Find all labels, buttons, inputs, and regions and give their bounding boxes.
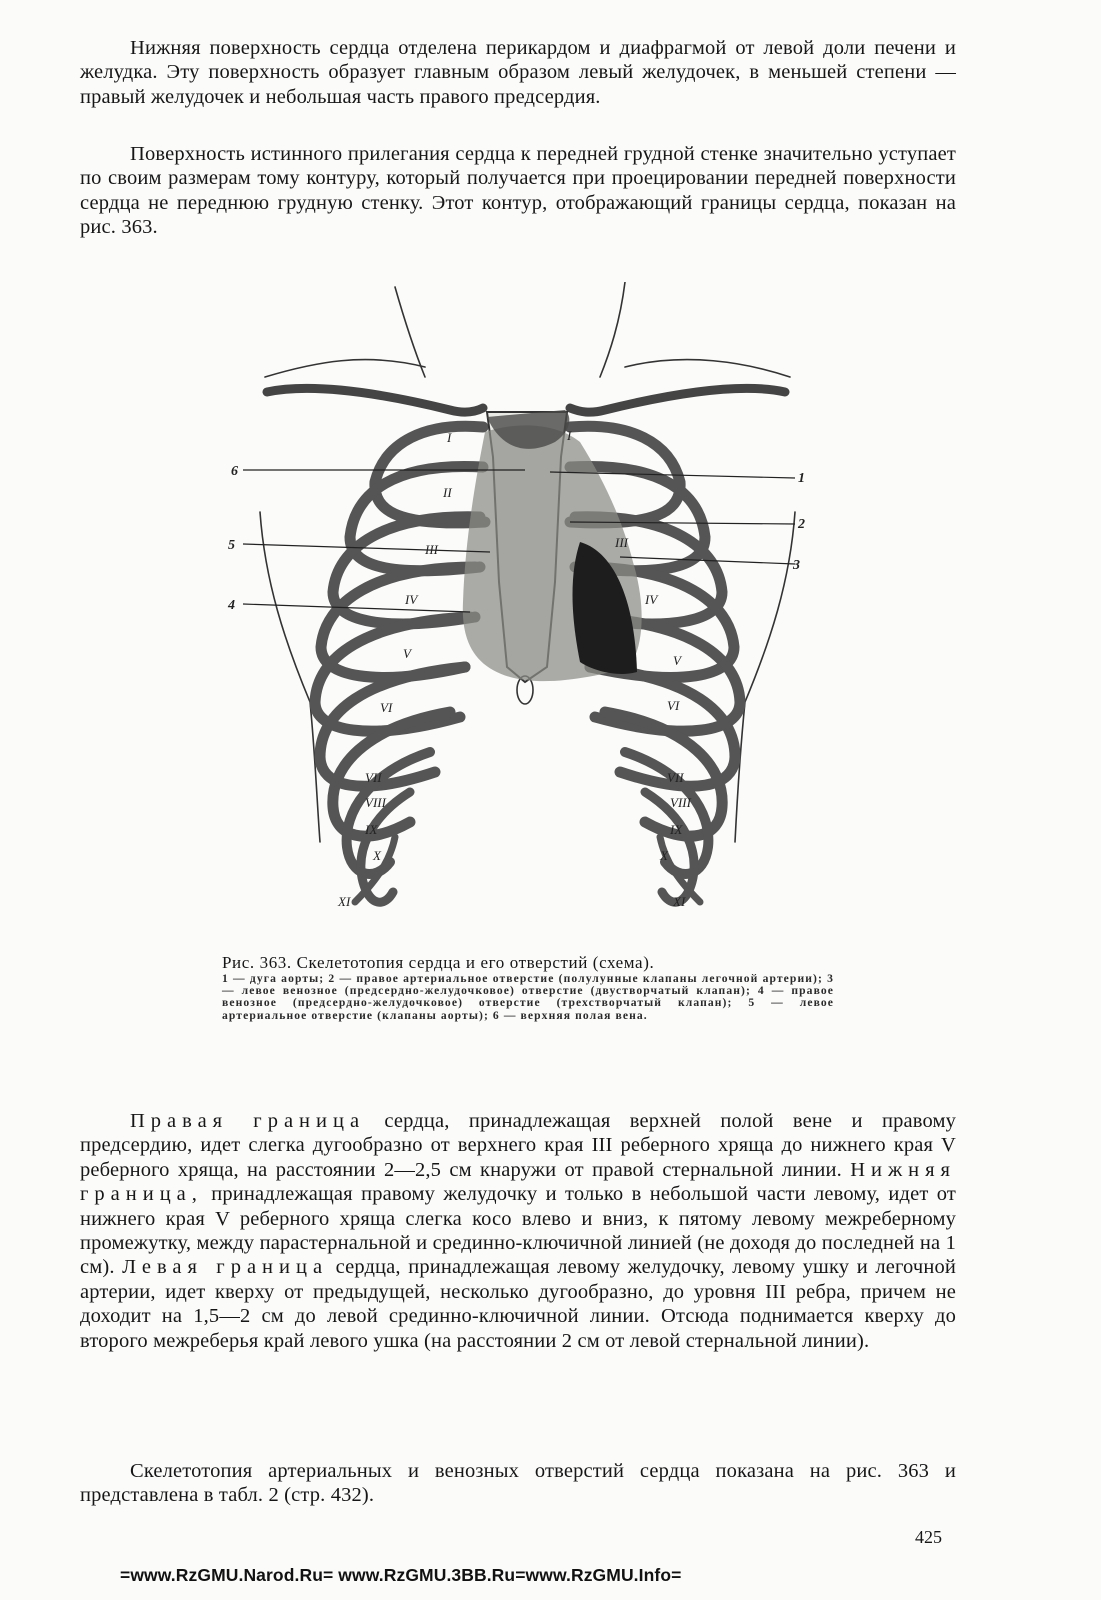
figure-heart-skeletotopy <box>225 282 830 937</box>
neck-outline-right <box>600 282 625 377</box>
term-right-border: Правая граница <box>130 1110 366 1132</box>
paragraph-heart-contour <box>80 142 956 240</box>
figure-label-1: 1 <box>798 471 805 486</box>
rib-numeral: III <box>615 535 628 550</box>
rib-numeral: IX <box>670 822 683 837</box>
rib-numeral: VIII <box>670 795 691 810</box>
rib-numeral: I <box>447 430 452 445</box>
rib-numeral: V <box>403 646 411 661</box>
rib-numeral: I <box>567 428 572 443</box>
rib-numeral: VII <box>365 770 382 785</box>
clavicle-right <box>570 388 785 412</box>
rib-numeral: V <box>673 653 681 668</box>
paragraph-text: Поверхность истинного прилегания сердца к передней грудной стенке значительно уступает по своим размерам тому контуру, который получается при проецировании передней поверхности сердца не переднюю грудную стенку. Этот контур, отображающий границы сердца, показан на рис. 363. <box>80 143 956 239</box>
paragraph-text: сердца, принадлежащая верхней полой вене и правому предсердию, идет слегка дугообразно от верхнего края III реберного хряща до нижнего края V реберного хряща, на расстоянии 2—2,5 см кнаружи от правой стернальной линии. <box>80 1110 956 1181</box>
rib-numeral: II <box>443 485 452 500</box>
body-outline-left <box>260 512 320 842</box>
rib-numeral: VI <box>667 698 680 713</box>
paragraph-text: принадлежащая правому желудочку и только в небольшой части левому, идет от нижнего края V реберного хряща слегка косо влево и вниз, к пятому левому межреберному промежутку, между парастернальной и срединно-ключичной линией (не доходя до последней на 1 см). <box>80 1183 956 1279</box>
paragraph-valve-skeletotopy <box>80 1459 956 1508</box>
trapezius-right <box>625 360 790 377</box>
rib-numeral: IV <box>645 592 658 607</box>
rib-numeral: X <box>373 848 381 863</box>
rib-numeral: XI <box>673 894 686 909</box>
caption-legend: 1 — дуга аорты; 2 — правое артериальное отверстие (полулунные клапаны легочной артерии); 3 — левое венозное (предсердно-желудочковое) отверстие (двустворчатый клапан); 4 — правое венозное (предсердно-желудочковое) отверстие (трехстворчатый клапан); 5 — левое артериальное отверстие (клапаны аорты); 6 — верхняя полая вена. <box>222 972 834 1022</box>
figure-caption <box>222 953 834 1022</box>
clavicle-left <box>267 388 483 412</box>
page-number: 425 <box>915 1527 942 1547</box>
term-lower-border: Нижняя граница, <box>80 1158 956 1206</box>
term-left-border: Левая граница <box>122 1256 329 1279</box>
caption-title: Рис. 363. Скелетотопия сердца и его отверстий (схема). <box>222 953 655 972</box>
paragraph-text: Нижняя поверхность сердца отделена перикардом и диафрагмой от левой доли печени и желудка. Эту поверхность образует главным образом левый желудочек, в меньшей степени — правый желудочек и небольшая часть правого предсердия. <box>80 37 956 108</box>
paragraph-text: сердца, принадлежащая левому желудочку, левому ушку и легочной артерии, идет кверху от предыдущей, несколько дугообразно, до уровня III ребра, причем не доходит на 1,5—2 см до левой срединно-ключичной линии. Отсюда поднимается кверху до второго межреберья край левого ушка (на расстоянии 2 см от левой стернальной линии). <box>80 1256 956 1352</box>
rib-numeral: XI <box>338 894 351 909</box>
figure-label-6: 6 <box>231 464 238 479</box>
rib-numeral: IX <box>365 822 378 837</box>
rib-numeral: X <box>660 848 668 863</box>
figure-label-4: 4 <box>228 598 235 613</box>
figure-label-5: 5 <box>228 538 235 553</box>
rib-numeral: VI <box>380 700 393 715</box>
figure-label-2: 2 <box>798 517 805 532</box>
trapezius-left <box>265 360 425 377</box>
paragraph-inferior-surface <box>80 36 956 109</box>
rib-numeral: VIII <box>365 795 386 810</box>
rib-numeral: III <box>425 542 438 557</box>
rib-numeral: IV <box>405 592 418 607</box>
footer-watermark-text: =www.RzGMU.Narod.Ru= www.RzGMU.3BB.Ru=www.RzGMU.Info= <box>120 1565 682 1585</box>
figure-label-3: 3 <box>793 558 800 573</box>
paragraph-text: Скелетотопия артериальных и венозных отверстий сердца показана на рис. 363 и представлена в табл. 2 (стр. 432). <box>80 1460 956 1507</box>
paragraph-heart-borders <box>80 1109 956 1353</box>
rib-numeral: VII <box>667 770 684 785</box>
